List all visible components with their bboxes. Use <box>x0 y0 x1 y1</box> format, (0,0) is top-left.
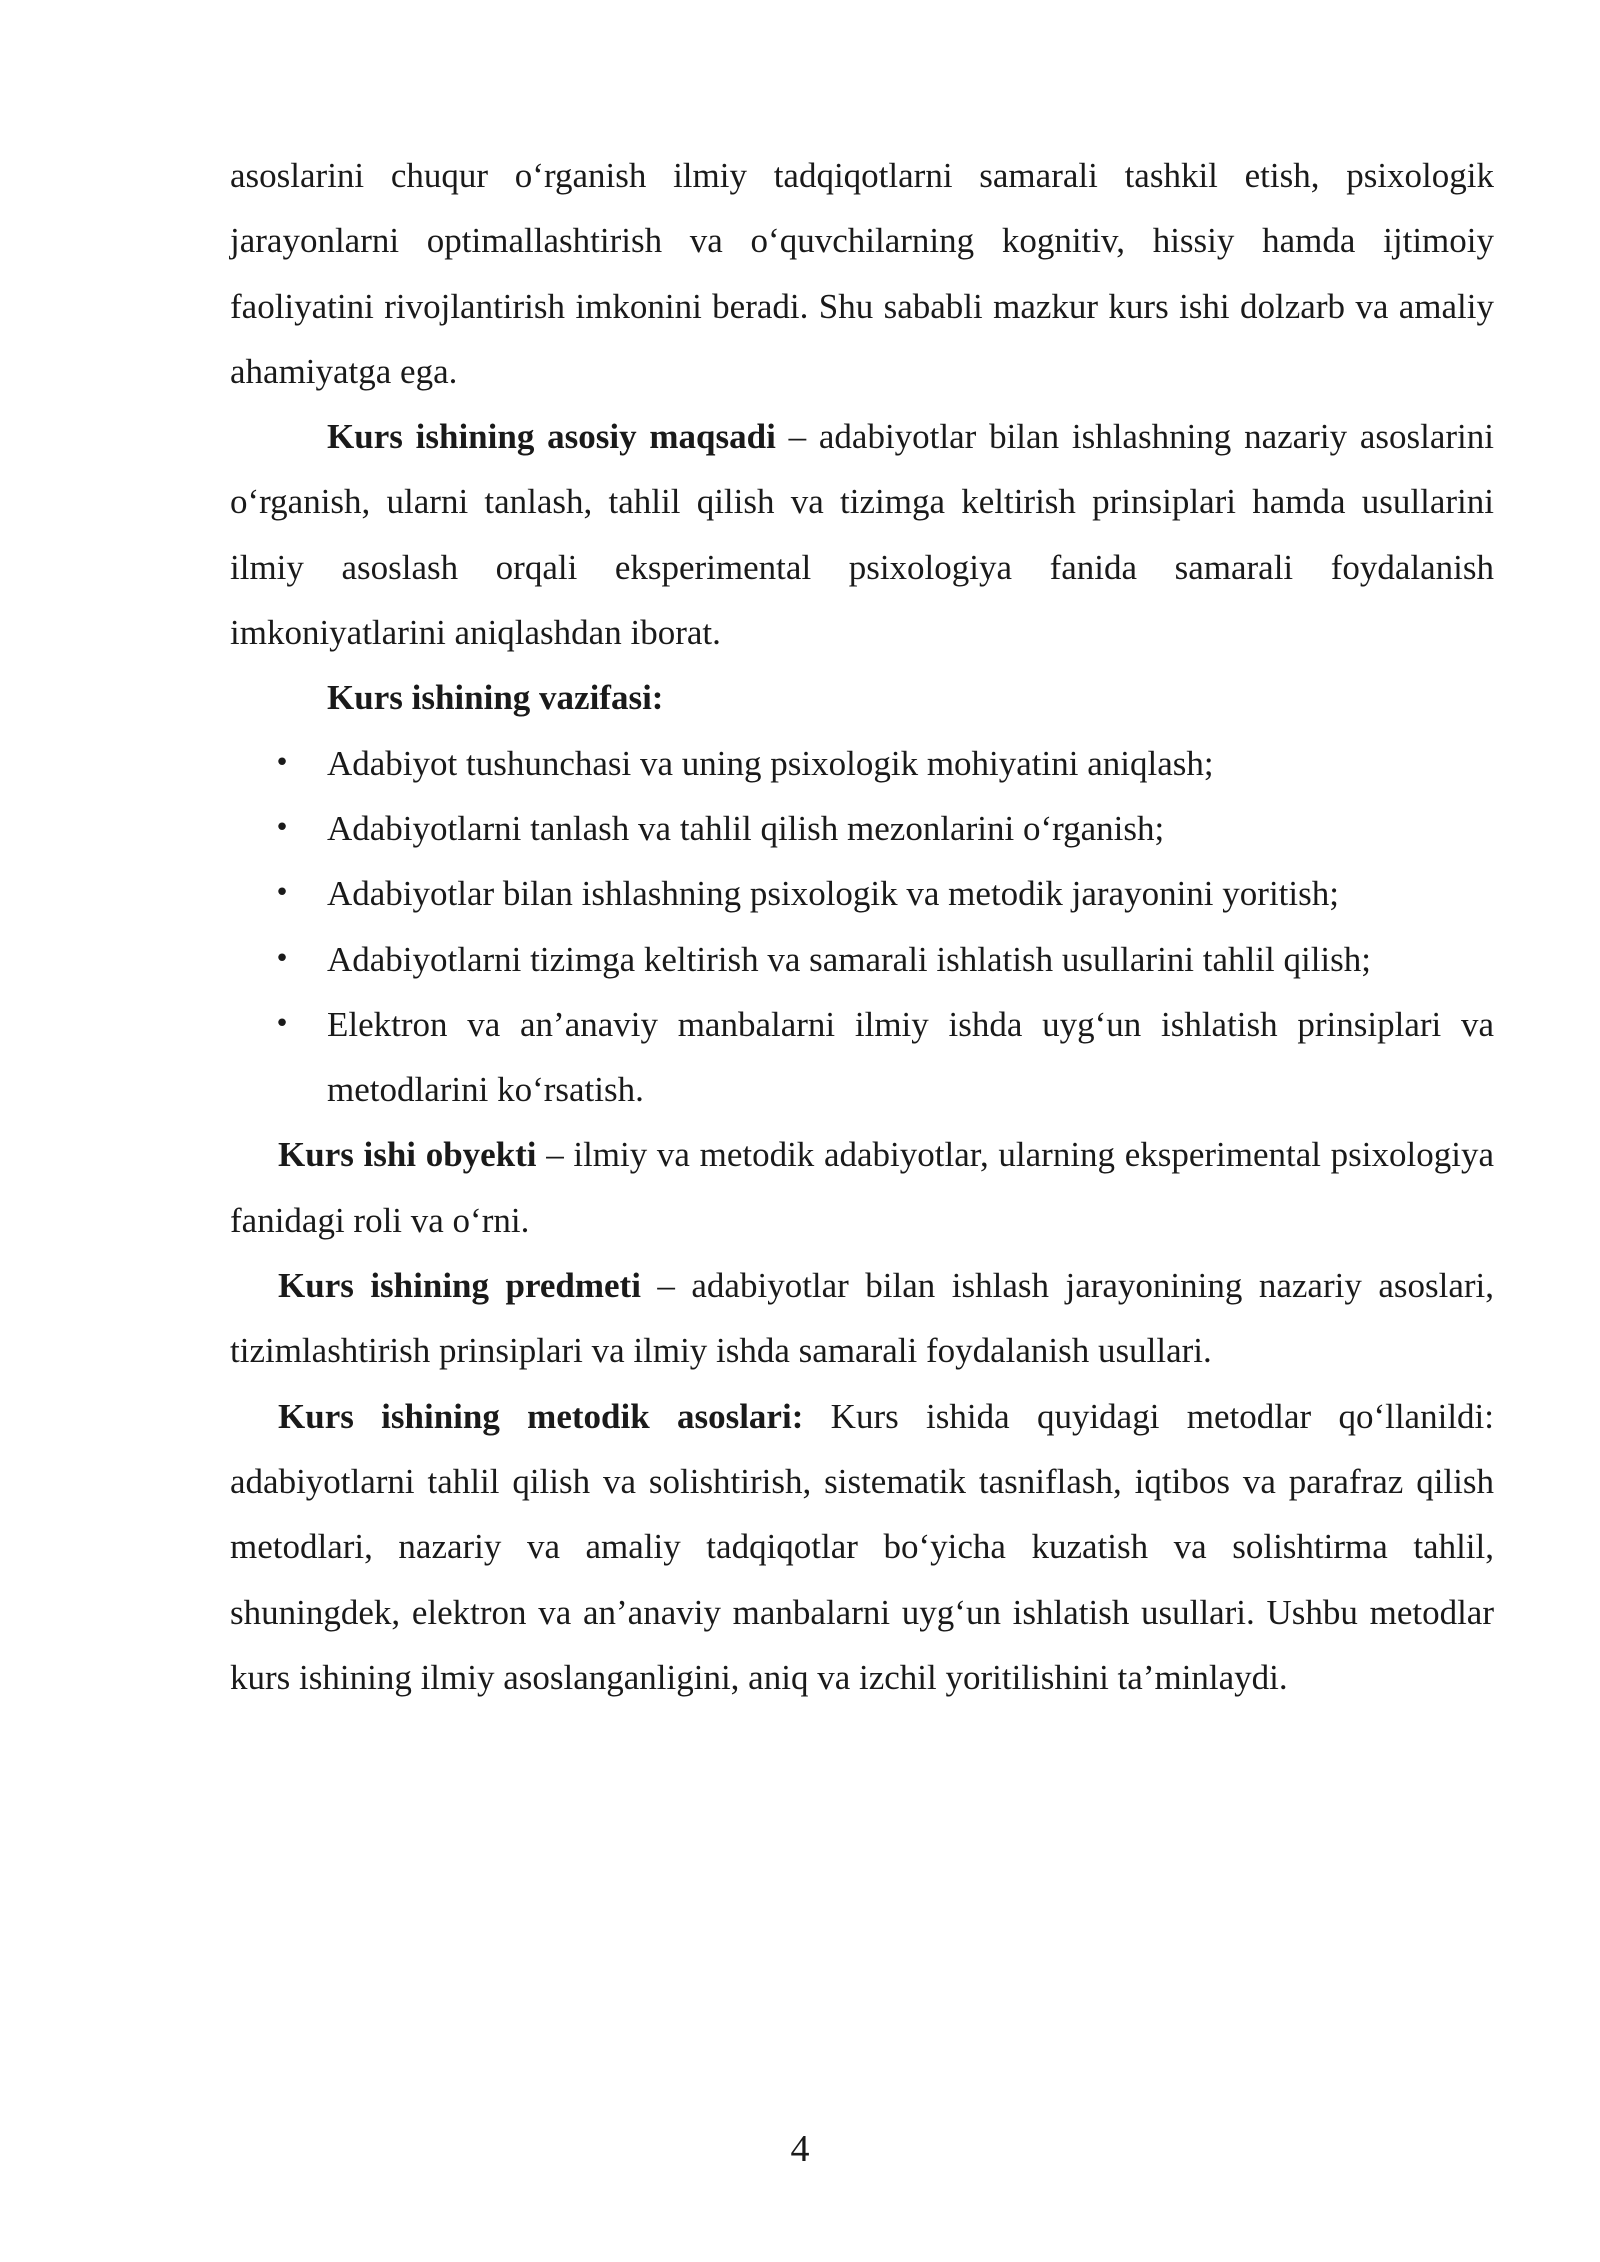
goal-text: – adabiyotlar bilan ishlashning nazariy asoslarini o‘rganish, ularni tanlash, tahlil qilish va tizimga keltirish prinsiplari hamda usullarini ilmiy asoslash orqali eksperimental psixologiya fanida samarali foydalanish imkoniyatlarini aniqlashdan iborat. <box>230 417 1494 653</box>
task-text: Adabiyotlarni tanlash va tahlil qilish mezonlarini o‘rganish; <box>327 808 1165 848</box>
methods-paragraph <box>230 1384 1494 1710</box>
task-list-item <box>230 927 1494 992</box>
task-text: Adabiyot tushunchasi va uning psixologik mohiyatini aniqlash; <box>327 743 1214 783</box>
goal-lead: Kurs ishining asosiy maqsadi <box>327 417 776 457</box>
object-paragraph <box>230 1122 1494 1253</box>
page-number: 4 <box>790 2128 810 2170</box>
intro-continuation-paragraph <box>230 143 1494 404</box>
task-list-item <box>230 731 1494 796</box>
task-list <box>230 731 1494 1123</box>
task-text: Adabiyotlar bilan ishlashning psixologik va metodik jarayonini yoritish; <box>327 874 1339 914</box>
subject-paragraph <box>230 1253 1494 1384</box>
methods-text: Kurs ishida quyidagi metodlar qo‘llanildi: adabiyotlarni tahlil qilish va solishtirish, sistematik tasniflash, iqtibos va parafraz qilish metodlari, nazariy va amaliy tadqiqotlar bo‘yicha kuzatish va solishtirma tahlil, shuningdek, elektron va an’anaviy manbalarni uyg‘un ishlatish usullari. Ushbu metodlar kurs ishining ilmiy asoslanganligini, aniq va izchil yoritilishini ta’minlaydi. <box>230 1396 1494 1697</box>
methods-lead: Kurs ishining metodik asoslari: <box>278 1396 804 1436</box>
bullet-icon: • <box>274 943 290 974</box>
tasks-heading: Kurs ishining vazifasi: <box>327 678 664 718</box>
bullet-icon: • <box>274 878 290 909</box>
subject-lead: Kurs ishining predmeti <box>278 1266 641 1306</box>
bullet-icon: • <box>274 1008 290 1039</box>
bullet-icon: • <box>274 747 290 778</box>
task-text: Adabiyotlarni tizimga keltirish va samarali ishlatish usullarini tahlil qilish; <box>327 939 1371 979</box>
page-body <box>230 143 1494 1710</box>
task-list-item <box>230 992 1494 1123</box>
intro-continuation-text: asoslarini chuqur o‘rganish ilmiy tadqiqotlarni samarali tashkil etish, psixologik jarayonlarni optimallashtirish va o‘quvchilarning kognitiv, hissiy hamda ijtimoiy faoliyatini rivojlantirish imkonini beradi. Shu sababli mazkur kurs ishi dolzarb va amaliy ahamiyatga ega. <box>230 156 1494 391</box>
task-text: Elektron va an’anaviy manbalarni ilmiy ishda uyg‘un ishlatish prinsiplari va metodlarini ko‘rsatish. <box>327 1004 1494 1110</box>
bullet-icon: • <box>274 812 290 843</box>
task-list-item <box>230 796 1494 861</box>
object-text: – ilmiy va metodik adabiyotlar, ularning eksperimental psixologiya fanidagi roli va o‘rni. <box>230 1135 1494 1240</box>
goal-paragraph <box>230 404 1494 665</box>
task-list-item <box>230 861 1494 926</box>
object-lead: Kurs ishi obyekti <box>278 1135 537 1175</box>
subject-text: – adabiyotlar bilan ishlash jarayonining nazariy asoslari, tizimlashtirish prinsiplari va ilmiy ishda samarali foydalanish usullari. <box>230 1266 1494 1371</box>
